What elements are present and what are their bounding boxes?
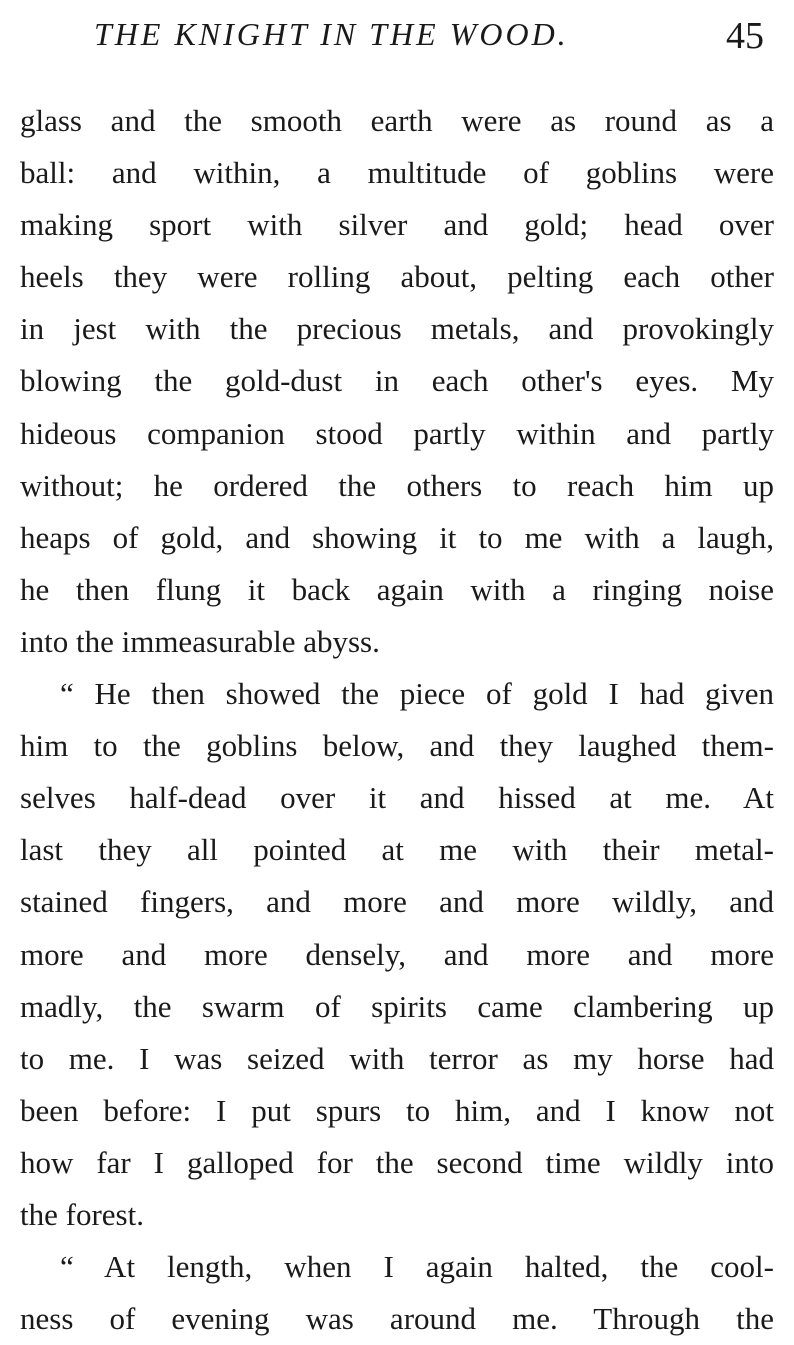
text-line: heels they were rolling about, pelting each other — [20, 259, 774, 295]
page-number: 45 — [726, 15, 764, 57]
text-line: the forest. — [20, 1196, 144, 1232]
text-line: been before: I put spurs to him, and I know not — [20, 1092, 774, 1128]
running-title: THE KNIGHT IN THE WOOD. — [94, 16, 569, 52]
text-line: madly, the swarm of spirits came clambering up — [20, 988, 774, 1024]
text-line: without; he ordered the others to reach him up — [20, 467, 774, 503]
text-line: ness of evening was around me. Through the — [20, 1301, 774, 1337]
text-line: to me. I was seized with terror as my horse had — [20, 1040, 774, 1076]
text-line: blowing the gold-dust in each other's eyes. My — [20, 363, 774, 399]
text-line: more and more densely, and more and more — [20, 936, 774, 972]
text-line: him to the goblins below, and they laughed them- — [20, 728, 774, 764]
text-line: selves half-dead over it and hissed at me. At — [20, 780, 774, 816]
text-line: “ At length, when I again halted, the cool- — [60, 1249, 774, 1285]
running-head — [0, 14, 794, 64]
text-line: in jest with the precious metals, and provokingly — [20, 311, 774, 347]
body-text — [20, 95, 774, 1345]
text-line: making sport with silver and gold; head over — [20, 207, 774, 243]
text-line: “ He then showed the piece of gold I had given — [60, 676, 774, 712]
text-line: stained fingers, and more and more wildly, and — [20, 884, 774, 920]
text-line: glass and the smooth earth were as round as a — [20, 103, 774, 138]
text-line: into the immeasurable abyss. — [20, 623, 380, 659]
text-line: hideous companion stood partly within and partly — [20, 415, 774, 451]
text-line: ball: and within, a multitude of goblins were — [20, 155, 774, 191]
text-line: last they all pointed at me with their metal- — [20, 832, 774, 868]
text-line: heaps of gold, and showing it to me with a laugh, — [20, 519, 774, 555]
text-line: how far I galloped for the second time wildly into — [20, 1144, 774, 1180]
text-line: he then flung it back again with a ringing noise — [20, 571, 774, 607]
